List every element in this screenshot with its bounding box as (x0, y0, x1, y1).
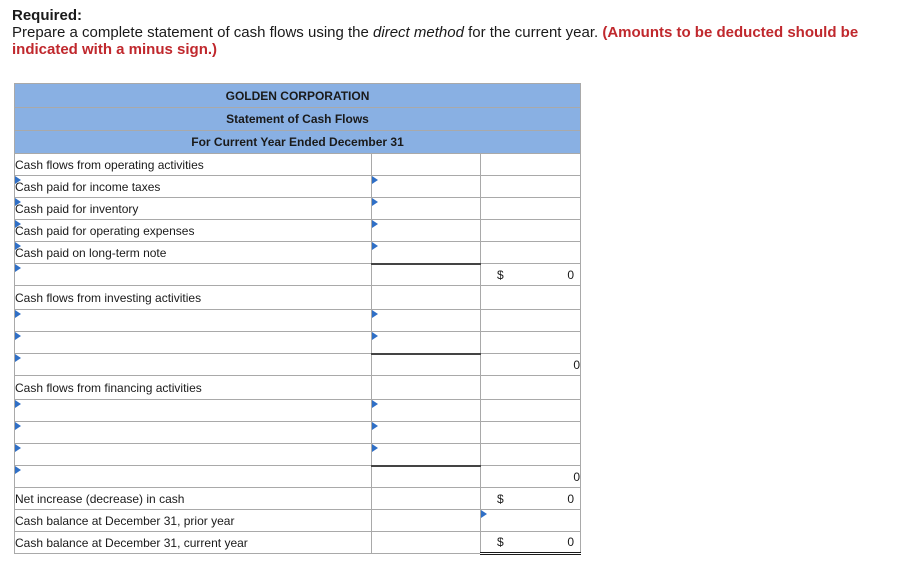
investing-total-label-input[interactable] (15, 354, 372, 376)
prior-balance-input[interactable] (481, 510, 581, 532)
required-heading: Required: (12, 7, 83, 24)
operating-item-expenses-label[interactable]: Cash paid for operating expenses (15, 220, 372, 242)
dollar-sign: $ (497, 491, 504, 506)
investing-total-value: 0 (481, 354, 581, 376)
blank-cell (372, 354, 481, 376)
operating-item-note-label[interactable]: Cash paid on long-term note (15, 242, 372, 264)
current-balance-value: 0 (567, 535, 574, 549)
net-increase-cell (481, 488, 581, 510)
instruction-direct-method: direct method (373, 24, 464, 41)
blank-cell (372, 286, 481, 310)
cash-flow-statement (14, 83, 581, 555)
blank-cell (481, 376, 581, 400)
blank-cell (481, 400, 581, 422)
financing-item-amount-input[interactable] (372, 444, 481, 466)
blank-cell (481, 242, 581, 264)
investing-item-label-input[interactable] (15, 332, 372, 354)
current-balance-label: Cash balance at December 31, current year (15, 532, 372, 554)
blank-cell (372, 154, 481, 176)
prior-balance-label: Cash balance at December 31, prior year (15, 510, 372, 532)
financing-section-label: Cash flows from financing activities (15, 376, 372, 400)
financing-total-value: 0 (481, 466, 581, 488)
net-increase-label: Net increase (decrease) in cash (15, 488, 372, 510)
investing-item-amount-input[interactable] (372, 332, 481, 354)
blank-cell (481, 444, 581, 466)
instruction-minus-sign-note: (Amounts to be deducted should be indicated with a minus sign.) (12, 24, 859, 58)
blank-cell (481, 198, 581, 220)
net-increase-value: 0 (567, 491, 574, 506)
financing-total-label-input[interactable] (15, 466, 372, 488)
blank-cell (481, 286, 581, 310)
current-balance-cell (481, 532, 581, 554)
investing-item-label-input[interactable] (15, 310, 372, 332)
instruction-part3: for the current year. (463, 24, 603, 41)
operating-item-inventory-amount[interactable] (372, 198, 481, 220)
operating-total-value: 0 (567, 267, 574, 282)
financing-item-label-input[interactable] (15, 444, 372, 466)
blank-cell (372, 510, 481, 532)
blank-cell (481, 220, 581, 242)
instruction-part1: Prepare a complete statement of cash flows using the (12, 24, 374, 41)
investing-section-label: Cash flows from investing activities (15, 286, 372, 310)
financing-item-amount-input[interactable] (372, 422, 481, 444)
blank-cell (372, 532, 481, 554)
blank-cell (481, 176, 581, 198)
statement-period: For Current Year Ended December 31 (15, 131, 581, 154)
statement-title: Statement of Cash Flows (15, 108, 581, 131)
dollar-sign: $ (497, 535, 504, 549)
financing-item-label-input[interactable] (15, 400, 372, 422)
dollar-sign: $ (497, 267, 504, 282)
operating-item-income-taxes-amount[interactable] (372, 176, 481, 198)
operating-total-label-input[interactable] (15, 264, 372, 286)
operating-item-inventory-label[interactable]: Cash paid for inventory (15, 198, 372, 220)
blank-cell (481, 332, 581, 354)
investing-item-amount-input[interactable] (372, 310, 481, 332)
blank-cell (372, 376, 481, 400)
blank-cell (481, 154, 581, 176)
instructions (12, 24, 917, 58)
blank-cell (372, 488, 481, 510)
blank-cell (481, 310, 581, 332)
blank-cell (372, 264, 481, 286)
operating-item-expenses-amount[interactable] (372, 220, 481, 242)
financing-item-amount-input[interactable] (372, 400, 481, 422)
financing-item-label-input[interactable] (15, 422, 372, 444)
operating-item-income-taxes-label[interactable]: Cash paid for income taxes (15, 176, 372, 198)
blank-cell (481, 422, 581, 444)
company-name: GOLDEN CORPORATION (15, 84, 581, 108)
blank-cell (372, 466, 481, 488)
operating-item-note-amount[interactable] (372, 242, 481, 264)
operating-total-cell (481, 264, 581, 286)
operating-section-label: Cash flows from operating activities (15, 154, 372, 176)
